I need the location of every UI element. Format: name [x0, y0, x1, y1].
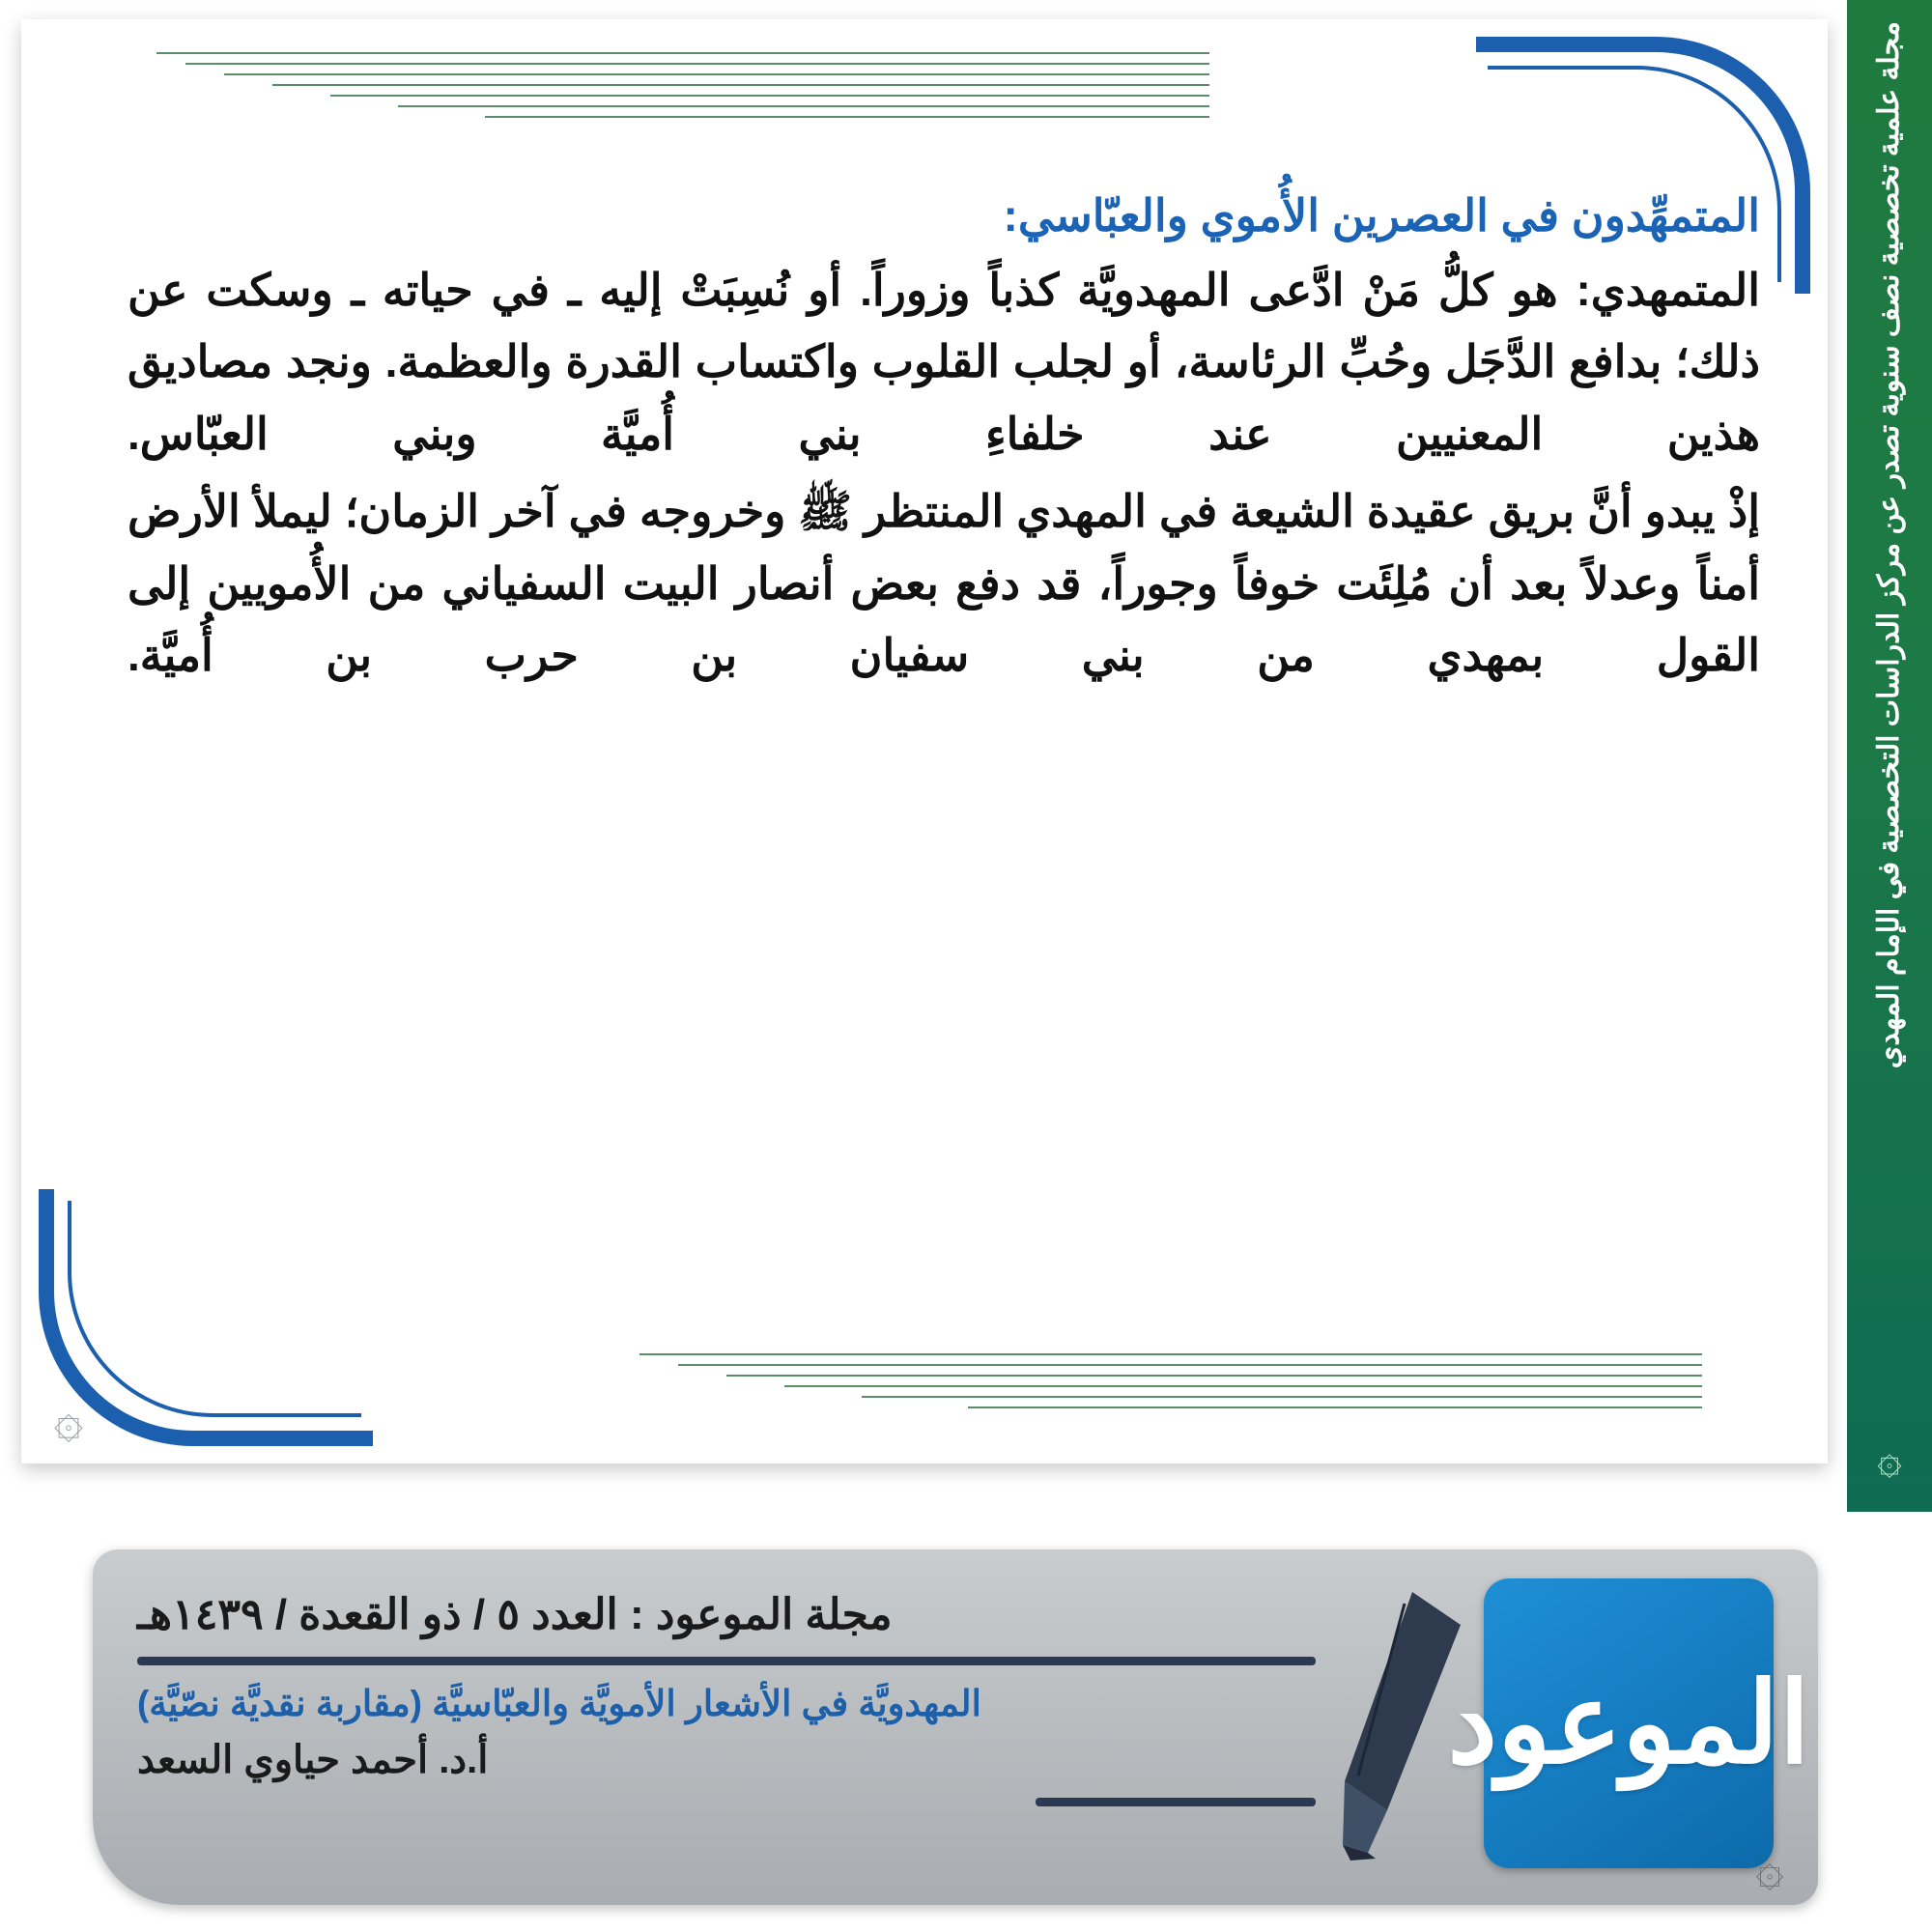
- page-emblem-icon: ۞: [53, 1392, 84, 1448]
- banner-author: أ.د. أحمد حياوي السعد: [137, 1739, 489, 1781]
- article-paragraph: المتمهدي: هو كلُّ مَنْ ادَّعى المهدويَّة كذباً وزوراً. أو نُسِبَتْ إليه ـ في حياته ـ وسكت عن ذلك؛ بدافع الدَّجَل وحُبِّ الرئاسة، أو لجلب القلوب واكتساب القدرة والعظمة. ونجد مصاديق هذين المعنيين عند خلفاءِ بني أُميَّة وبني العبّاس.: [128, 264, 1760, 459]
- banner-text-block: [137, 1584, 1316, 1806]
- decorative-hairlines-bottom: [639, 1353, 1770, 1417]
- issue-banner: [93, 1549, 1818, 1905]
- article-paragraph: إذْ يبدو أنَّ بريق عقيدة الشيعة في المهدي المنتظر ﷺ وخروجه في آخر الزمان؛ ليملأ الأرض أمناً وعدلاً بعد أن مُلِئَت خوفاً وجوراً، قد دفع بعض أنصار البيت السفياني من الأُمويين إلى القول بمهدي من بني سفيان بن حرب بن أُميَّة.: [128, 486, 1760, 681]
- article-body: [128, 184, 1760, 697]
- magazine-logo: [1447, 1578, 1810, 1868]
- decorative-hairlines-top: [79, 52, 1209, 128]
- banner-article-title: المهدويَّة في الأشعار الأمويَّة والعبّاسيَّة (مقاربة نقديَّة نصّيَّة): [137, 1684, 981, 1723]
- banner-divider-short: [1036, 1798, 1316, 1806]
- article-heading: المتمهِّدون في العصرين الأُموي والعبّاسي:: [1003, 190, 1760, 241]
- article-card: [21, 19, 1828, 1463]
- banner-emblem-icon: ۞: [1755, 1841, 1784, 1895]
- spine-label: مجلة علمية تخصصية نصف سنوية تصدر عن مركز الدراسات التخصصية في الإمام المهدي: [1873, 21, 1905, 1069]
- banner-divider: [137, 1657, 1316, 1665]
- issue-line: مجلة الموعود : العدد ٥ / ذو القعدة / ١٤٣٩هـ: [137, 1591, 893, 1638]
- logo-wordmark: الموعود: [1447, 1661, 1810, 1786]
- journal-spine: [1847, 0, 1932, 1512]
- spine-emblem-icon: ۞: [1877, 1435, 1902, 1483]
- pen-icon: [1337, 1592, 1463, 1861]
